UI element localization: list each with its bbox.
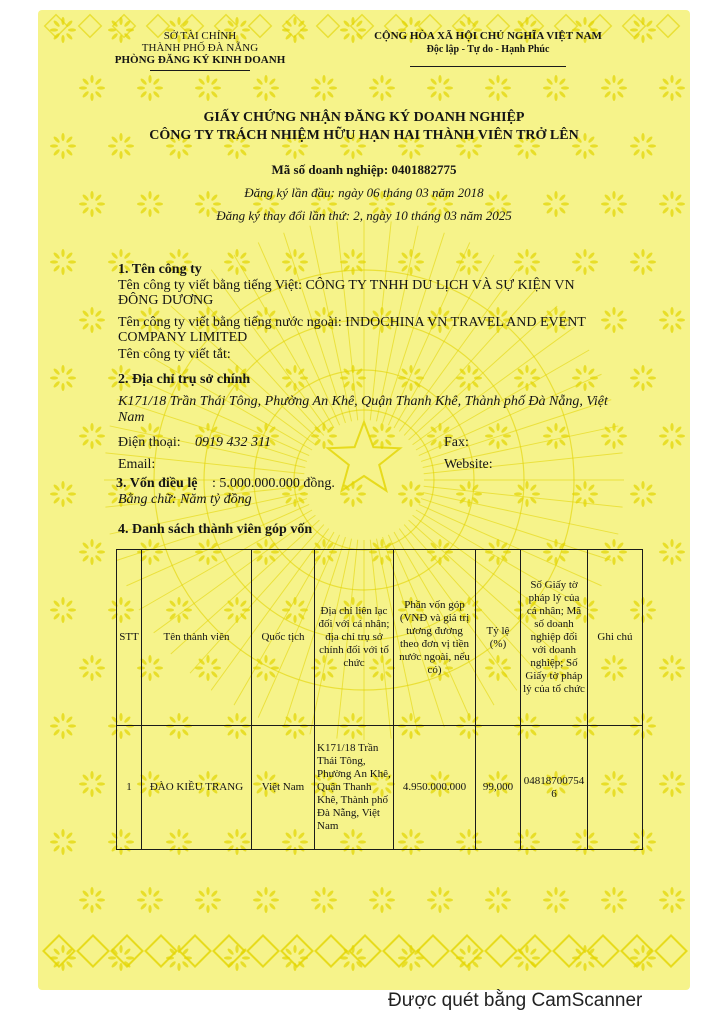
enterprise-code: Mã số doanh nghiệp: 0401882775 [271, 162, 457, 177]
col-header-address: Địa chỉ liên lạc đối với cá nhân; địa chỉ trụ sở chính đối với tổ chức [315, 550, 394, 726]
national-line-1: CỘNG HÒA XÃ HỘI CHỦ NGHĨA VIỆT NAM [374, 30, 602, 42]
first-registration-date: Đăng ký lần đầu: ngày 06 tháng 03 năm 2018 [244, 185, 484, 200]
phone-label: Điện thoại: [118, 435, 181, 450]
col-header-legal-id: Số Giấy tờ pháp lý của cá nhân; Mã số doanh nghiệp đối với doanh nghiệp; Số Giấy tờ pháp lý của tổ chức [521, 550, 588, 726]
national-underline [410, 66, 566, 67]
address-line-1: K171/18 Trần Thái Tông, Phường An Khê, Quận Thanh Khê, Thành phố Đà Nẵng, Việt [118, 394, 608, 409]
cell-nationality: Việt Nam [252, 726, 315, 850]
table-header-row [117, 550, 643, 726]
col-header-capital: Phần vốn góp (VNĐ và giá trị tương đương theo đơn vị tiền nước ngoài, nếu có) [394, 550, 476, 726]
cell-stt: 1 [117, 726, 142, 850]
vietnamese-name-line-2: ĐÔNG DƯƠNG [118, 293, 214, 308]
section-4-heading: 4. Danh sách thành viên góp vốn [118, 522, 313, 537]
cell-address: K171/18 Trần Thái Tông, Phường An Khê, Quận Thanh Khê, Thành phố Đà Nẵng, Việt Nam [315, 726, 394, 850]
address-line-2: Nam [118, 410, 145, 425]
cell-note [588, 726, 643, 850]
col-header-stt: STT [117, 550, 142, 726]
cell-capital: 4.950.000.000 [394, 726, 476, 850]
foreign-name-line-2: COMPANY LIMITED [118, 330, 248, 345]
foreign-name-line-1: Tên công ty viết bằng tiếng nước ngoài: INDOCHINA VN TRAVEL AND EVENT [118, 315, 586, 330]
document-title: GIẤY CHỨNG NHẬN ĐĂNG KÝ DOANH NGHIỆP [203, 110, 525, 125]
vietnamese-name-line-1: Tên công ty viết bằng tiếng Việt: CÔNG TY TNHH DU LỊCH VÀ SỰ KIỆN VN [118, 278, 575, 293]
short-name: Tên công ty viết tắt: [118, 347, 231, 362]
certificate-sheet [38, 10, 690, 990]
cell-ratio: 99,000 [476, 726, 521, 850]
issuer-header [100, 30, 300, 66]
fax-label: Fax: [444, 435, 469, 450]
section-3-heading: 3. Vốn điều lệ [116, 476, 198, 491]
col-header-nationality: Quốc tịch [252, 550, 315, 726]
phone-value: 0919 432 311 [195, 435, 271, 450]
website-label: Website: [444, 457, 493, 472]
col-header-ratio: Tỷ lệ (%) [476, 550, 521, 726]
col-header-note: Ghi chú [588, 550, 643, 726]
issuer-line-2: THÀNH PHỐ ĐÀ NẴNG [141, 42, 259, 54]
issuer-line-3: PHÒNG ĐĂNG KÝ KINH DOANH [114, 54, 286, 66]
issuer-line-1: SỞ TÀI CHÍNH [163, 30, 237, 42]
issuer-underline [150, 70, 250, 71]
section-1-heading: 1. Tên công ty [118, 262, 202, 277]
email-label: Email: [118, 457, 156, 472]
company-type-title: CÔNG TY TRÁCH NHIỆM HỮU HẠN HAI THÀNH VIÊN TRỞ LÊN [149, 128, 579, 143]
national-header [358, 30, 618, 56]
members-table [116, 549, 643, 850]
col-header-member-name: Tên thành viên [142, 550, 252, 726]
change-registration-date: Đăng ký thay đổi lần thứ: 2, ngày 10 tháng 03 năm 2025 [216, 208, 512, 223]
cell-legal-id: 048187007546 [521, 726, 588, 850]
cell-member-name: ĐÀO KIỀU TRANG [142, 726, 252, 850]
table-row [117, 726, 643, 850]
section-2-heading: 2. Địa chỉ trụ sở chính [118, 372, 251, 387]
camscanner-watermark: Được quét bằng CamScanner [388, 990, 643, 1011]
charter-capital-value: : 5.000.000.000 đồng. [212, 476, 335, 491]
national-motto: Độc lập - Tự do - Hạnh Phúc [426, 44, 550, 55]
charter-capital-in-words: Bằng chữ: Năm tỷ đồng [118, 492, 252, 507]
